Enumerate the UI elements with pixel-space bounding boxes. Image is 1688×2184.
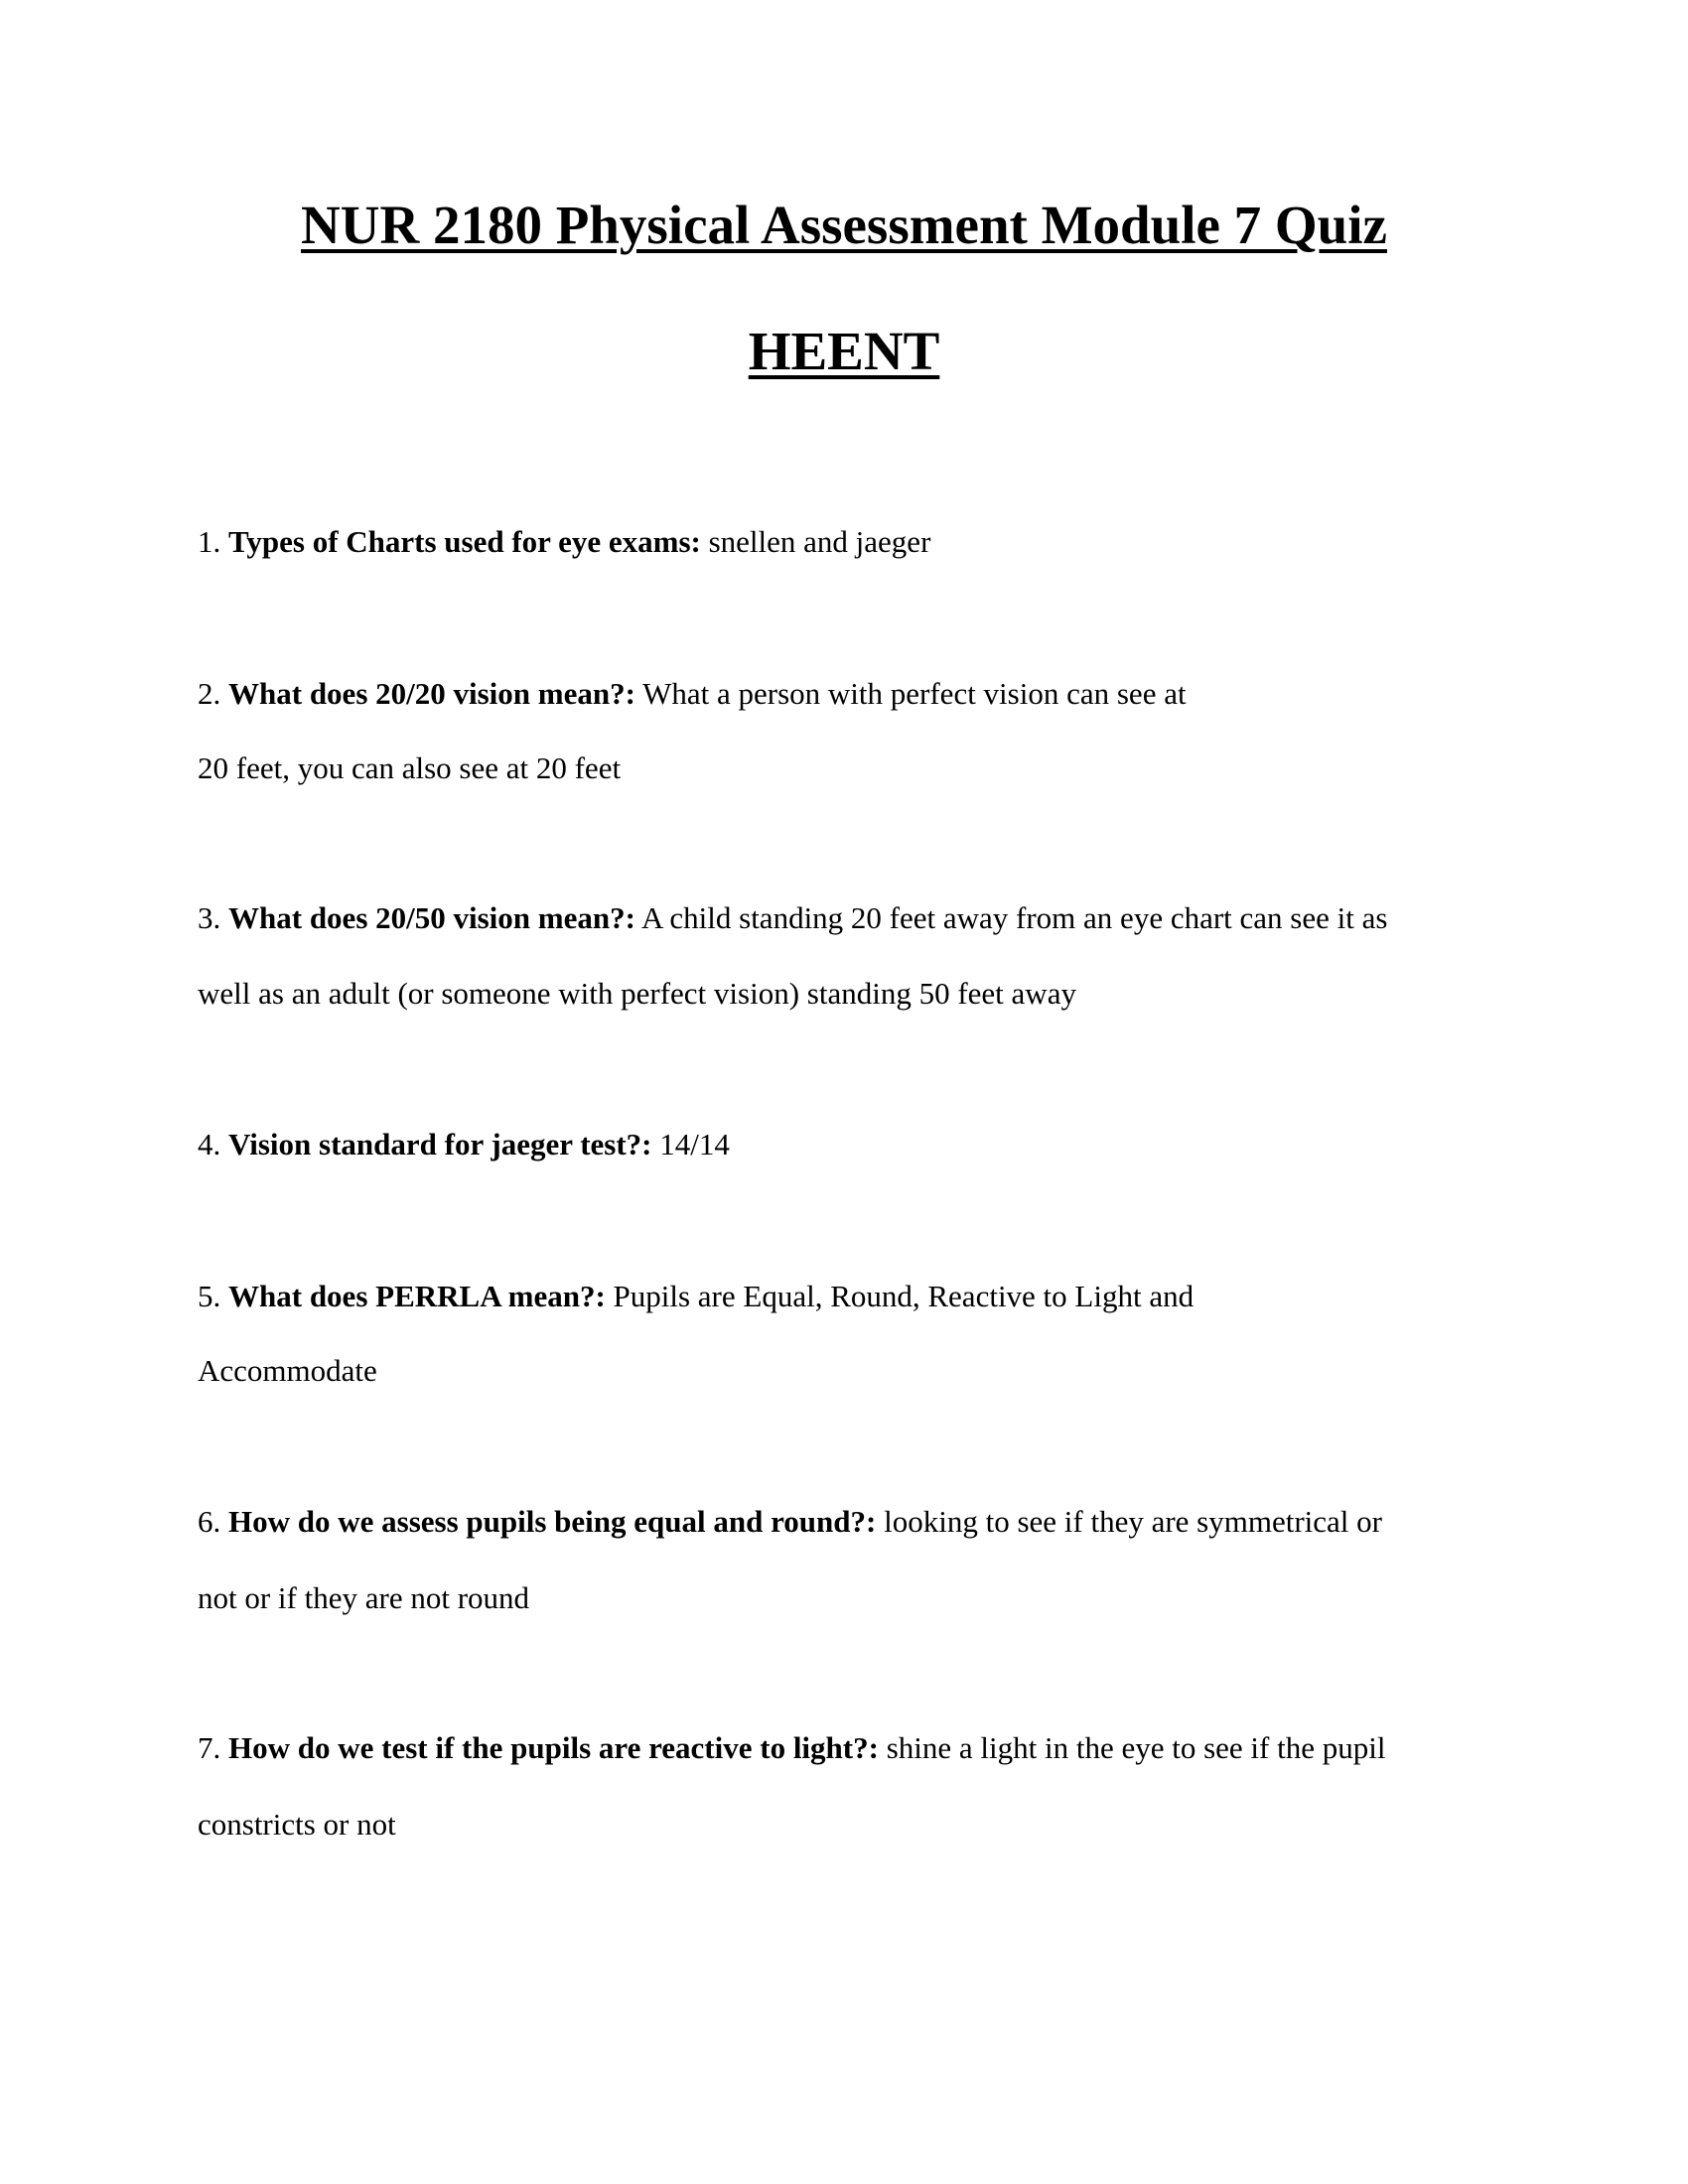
question: What does 20/20 vision mean?: xyxy=(228,676,635,711)
answer: What a person with perfect vision can see at xyxy=(642,676,1187,711)
item-number: 2. xyxy=(198,676,221,711)
item-number: 7. xyxy=(198,1730,221,1765)
answer: A child standing 20 feet away from an eye chart can see it as xyxy=(640,900,1388,935)
answer-continuation: Accommodate xyxy=(198,1353,377,1388)
section-heading-text: HEENT xyxy=(748,321,940,381)
quiz-item-3 xyxy=(198,900,1387,936)
quiz-item-6 xyxy=(198,1504,1382,1540)
answer-continuation: not or if they are not round xyxy=(198,1580,530,1615)
item-number: 5. xyxy=(198,1279,221,1313)
answer: 14/14 xyxy=(659,1127,730,1161)
question: How do we test if the pupils are reactive to light?: xyxy=(228,1730,879,1765)
item-number: 3. xyxy=(198,900,221,935)
answer: snellen and jaeger xyxy=(708,524,931,559)
answer-continuation: well as an adult (or someone with perfect vision) standing 50 feet away xyxy=(198,976,1076,1011)
quiz-item-4 xyxy=(198,1127,730,1162)
answer: shine a light in the eye to see if the pupil xyxy=(886,1730,1386,1765)
quiz-item-2 xyxy=(198,676,1187,712)
question: What does 20/50 vision mean?: xyxy=(228,900,635,935)
quiz-item-7 xyxy=(198,1730,1385,1766)
item-number: 4. xyxy=(198,1127,221,1161)
quiz-item-1 xyxy=(198,524,930,560)
section-heading xyxy=(0,320,1688,382)
item-number: 1. xyxy=(198,524,221,559)
answer: Pupils are Equal, Round, Reactive to Light and xyxy=(613,1279,1195,1313)
item-number: 6. xyxy=(198,1504,221,1539)
question: Vision standard for jaeger test?: xyxy=(228,1127,652,1161)
question: Types of Charts used for eye exams: xyxy=(228,524,701,559)
answer-continuation: constricts or not xyxy=(198,1807,396,1842)
answer: looking to see if they are symmetrical or xyxy=(884,1504,1382,1539)
answer-continuation: 20 feet, you can also see at 20 feet xyxy=(198,751,622,785)
question: What does PERRLA mean?: xyxy=(228,1279,606,1313)
question: How do we assess pupils being equal and round?: xyxy=(228,1504,877,1539)
page-title xyxy=(0,194,1688,256)
quiz-item-5 xyxy=(198,1279,1194,1314)
page-title-text: NUR 2180 Physical Assessment Module 7 Quiz xyxy=(301,195,1387,255)
